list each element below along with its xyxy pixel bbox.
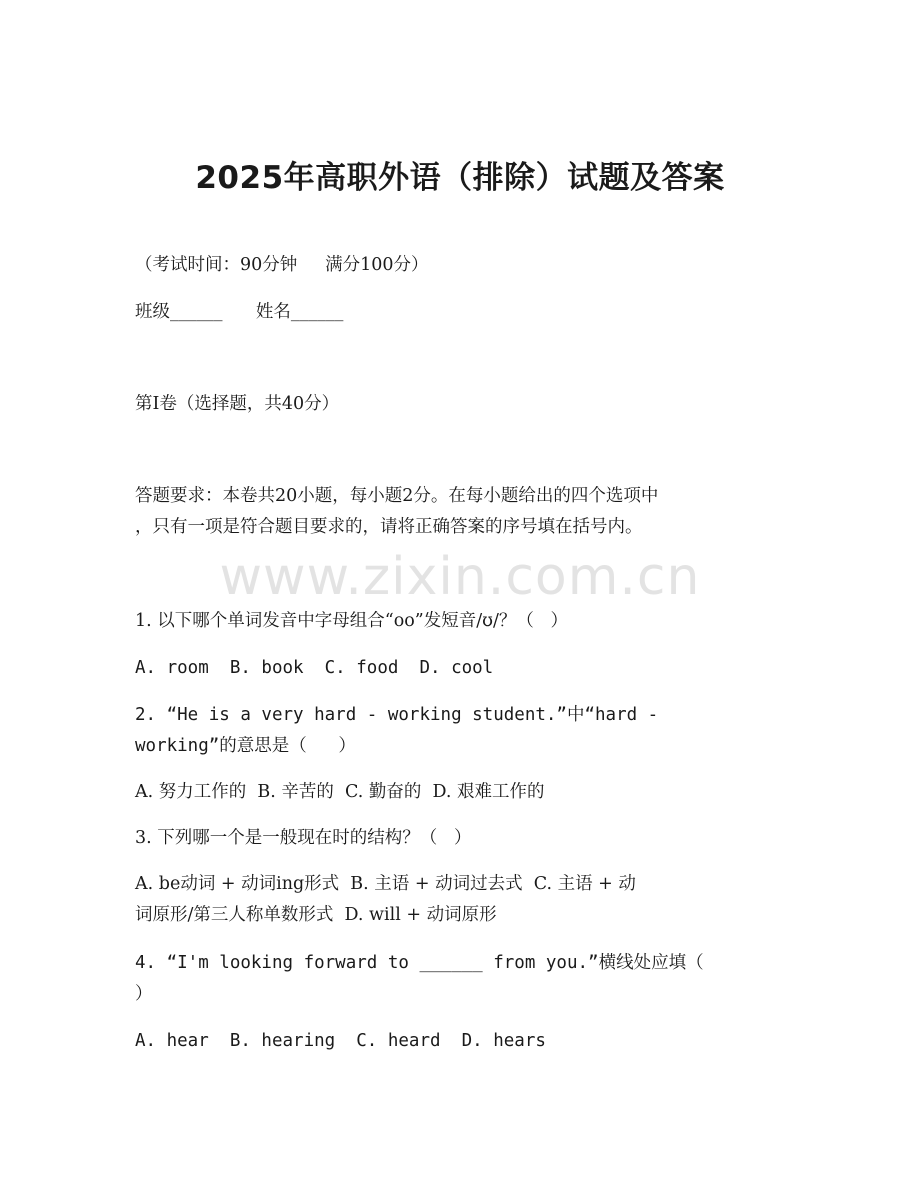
exam-info: （考试时间：90分钟 满分100分） (135, 255, 429, 275)
question-2-stem-line-2: working”的意思是（ ） (135, 736, 356, 756)
question-1-options: A. room B. book C. food D. cool (135, 658, 494, 678)
question-2-options: A. 努力工作的 B. 辛苦的 C. 勤奋的 D. 艰难工作的 (135, 782, 545, 802)
section-heading: 第Ⅰ卷（选择题，共40分） (135, 394, 340, 414)
instructions-line-1: 答题要求：本卷共20小题，每小题2分。在每小题给出的四个选项中 (135, 486, 659, 506)
page-title: 2025年高职外语（排除）试题及答案 (195, 160, 725, 196)
question-4-options: A. hear B. hearing C. heard D. hears (135, 1031, 546, 1051)
watermark: www.zixin.com.cn (219, 547, 701, 607)
question-3-options-line-2: 词原形/第三人称单数形式 D. will + 动词原形 (135, 905, 497, 925)
instructions-line-2: ，只有一项是符合题目要求的，请将正确答案的序号填在括号内。 (135, 517, 643, 537)
question-4-stem-line-1: 4. “I'm looking forward to ______ from you.”横线处应填（ (135, 953, 704, 973)
student-fields: 班级______ 姓名______ (135, 302, 344, 322)
question-1-stem: 1. 以下哪个单词发音中字母组合“oo”发短音/ʊ/？（ ） (135, 611, 569, 631)
question-2-stem-line-1: 2. “He is a very hard - working student.”中“hard - (135, 705, 659, 725)
question-3-options-line-1: A. be动词 + 动词ing形式 B. 主语 + 动词过去式 C. 主语 + 动 (135, 874, 636, 894)
question-4-stem-line-2: ） (135, 984, 153, 1004)
question-3-stem: 3. 下列哪一个是一般现在时的结构？（ ） (135, 828, 472, 848)
